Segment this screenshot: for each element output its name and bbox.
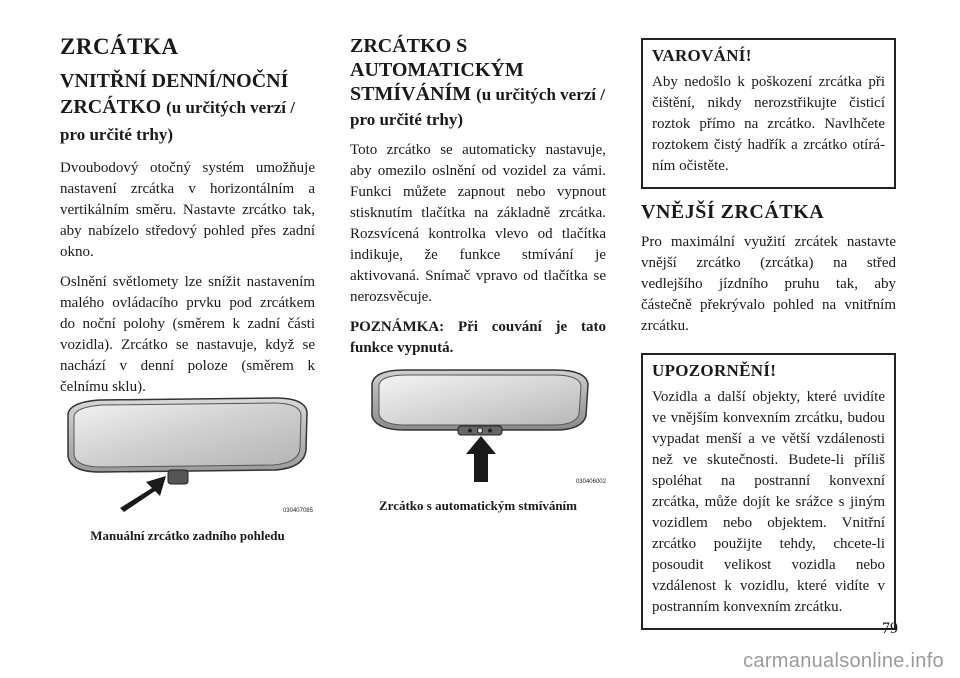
section-title-outside-mirrors: VNĚJŠÍ ZRCÁTKA bbox=[641, 201, 825, 223]
paragraph-auto-dim: Toto zrcátko se automaticky nastavuje, aby omezilo oslnění od vozidel za vámi. Funkci můžete zapnout nebo vypnout stisknutím tlačítka na základně zrcátka. Rozsvícená kontrolka vlevo od tlačítka indikuje, že funkce stmívání je aktivovaná. Snímač vpravo od tlačítka se nerozsvěcuje. bbox=[350, 142, 606, 305]
subsection-title-qualifier: (u určitých verzí / pro určité trhy) bbox=[60, 98, 296, 144]
warning-text: Aby nedošlo k poškození zrcátka při čištění, nikdy nerozstřikujte čisticí roztok přímo na zrcátko. Navlhčete roztokem čistý hadřík a zrcátko otírá-ním očistěte. bbox=[652, 74, 885, 174]
subsection-title-main: VNITŘNÍ DENNÍ/NOČNÍ ZRCÁTKO bbox=[60, 70, 289, 118]
figure-id: 030406002 bbox=[575, 479, 606, 485]
figure-caption: Zrcátko s automatickým stmíváním bbox=[378, 498, 577, 513]
manual-mirror-illustration bbox=[60, 390, 315, 520]
paragraph-glare: Oslnění světlomety lze snížit nastavením malého ovládacího prvku pod zrcátkem do noční polohy (směrem k zadní části vozidla). Zrcátko se nastavuje, když se nachází v denní poloze (směrem k čelnímu sklu). bbox=[60, 274, 315, 395]
section-title-main: ZRCÁTKO S AUTOMATICKÝM STMÍVÁNÍM bbox=[350, 35, 524, 105]
caution-box bbox=[641, 353, 896, 630]
caution-title: UPOZORNĚNÍ! bbox=[652, 361, 777, 380]
figure-manual-mirror bbox=[60, 390, 315, 560]
warning-box bbox=[641, 38, 896, 189]
page-number: 79 bbox=[882, 620, 898, 637]
note-reverse: POZNÁMKA: Při couvání je tato funkce vypnutá. bbox=[350, 319, 606, 356]
paragraph-outside-mirrors: Pro maximální využití zrcátek nastavte vnější zrcátko (zrcátka) na střed vedlejšího jízdního pruhu tak, aby částečně překrývalo pohled na vnitřním zrcátku. bbox=[641, 234, 896, 334]
watermark: carmanualsonline.info bbox=[743, 650, 944, 672]
auto-dim-mirror-illustration bbox=[350, 358, 606, 490]
column-left bbox=[60, 34, 315, 407]
column-middle bbox=[350, 34, 606, 359]
paragraph-adjustment: Dvoubodový otočný systém umožňuje nastavení zrcátka v horizontálním a vertikálním směru. Nastavte zrcátko tak, aby nabízelo středový pohled přes zadní okno. bbox=[60, 160, 315, 260]
section-title-auto-dim bbox=[350, 34, 606, 132]
caution-text: Vozidla a další objekty, které uvidíte ve vnějším konvexním zrcátku, budou vypadat menší a ve větší vzdálenosti než ve skutečnosti. Budete-li příliš spoléhat na postranní konvexní zrcátka, může dojít ke srážce s jiným vozidlem nebo objektem. Vnitřní zrcátko použijte tehdy, chcete-li posoudit velikost vozidla nebo vzdálenost k vozidlu, které vidíte v postranním konvexním zrcátku. bbox=[652, 389, 885, 615]
figure-caption: Manuální zrcátko zadního pohledu bbox=[90, 528, 285, 543]
section-title-mirrors: ZRCÁTKA bbox=[60, 34, 179, 59]
figure-auto-dim-mirror bbox=[350, 358, 606, 523]
warning-title: VAROVÁNÍ! bbox=[652, 46, 752, 65]
figure-id: 030407085 bbox=[282, 508, 313, 514]
section-title-qualifier: (u určitých verzí / pro určité trhy) bbox=[350, 85, 606, 129]
column-right bbox=[641, 34, 896, 630]
subsection-title-inside-mirror bbox=[60, 68, 315, 148]
